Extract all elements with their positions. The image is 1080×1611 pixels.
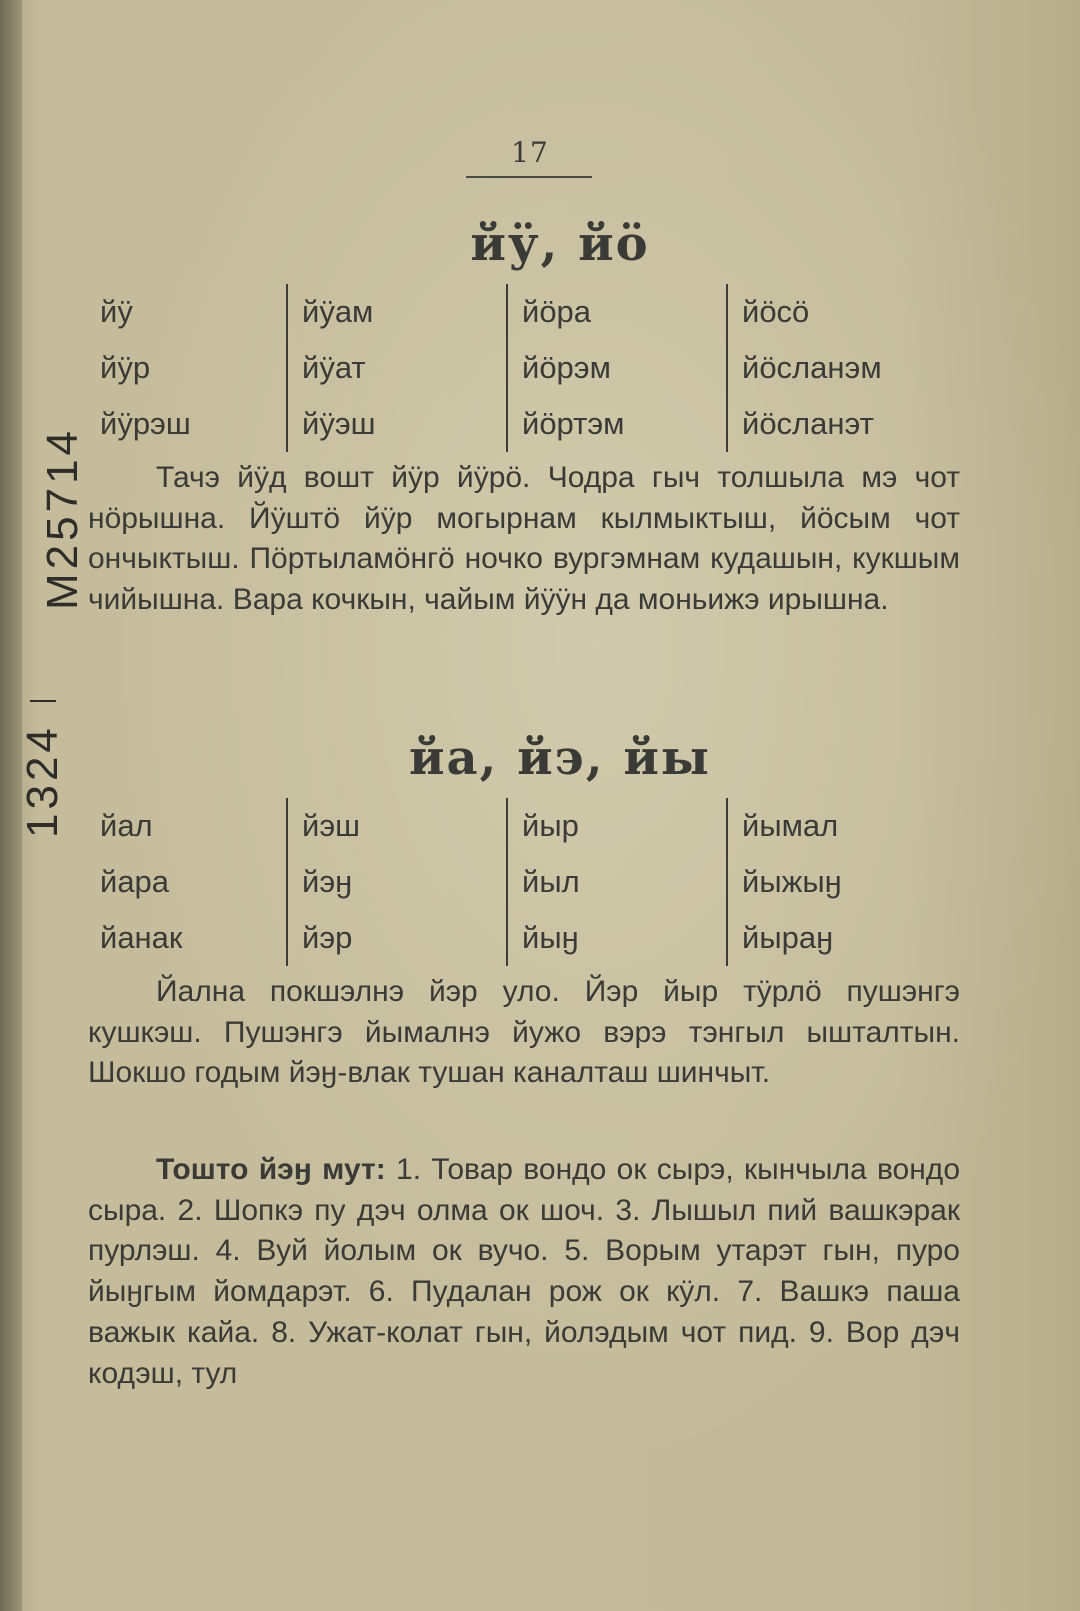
word-cell: йӱ (100, 294, 133, 329)
section-heading-yu-yo: йӱ, йӧ (470, 216, 650, 272)
word-cell: йэш (302, 808, 361, 843)
section-heading-ya-ye-yy: йа, йэ, йы (408, 730, 712, 786)
word-column (86, 284, 286, 452)
word-cell: йара (100, 864, 170, 899)
word-cell: йӱат (302, 350, 366, 385)
margin-inventory-code: M25714 (38, 426, 87, 610)
word-cell: йӧсланэм (742, 350, 882, 385)
word-cell: йымал (742, 808, 839, 843)
word-cell: йӧртэм (522, 406, 625, 441)
word-cell: йанак (100, 920, 183, 955)
page-number-rule (466, 176, 592, 178)
word-cell: йыӈ (522, 920, 579, 955)
word-cell: йэӈ (302, 864, 353, 899)
word-column (286, 798, 506, 966)
syllable-table-yu-yo (86, 284, 966, 452)
word-cell: йӧрэм (522, 350, 611, 385)
word-cell: йӱрэш (100, 406, 191, 441)
word-cell: йыжыӈ (742, 864, 842, 899)
word-cell: йыраӈ (742, 920, 834, 955)
reading-paragraph-2: Йална покшэлнэ йэр уло. Йэр йыр тӱрлӧ пушэнгэ кушкэш. Пушэнгэ йымалнэ йужо вэрэ тэнгыл ышталтын. Шокшо годым йэӈ-влак тушан каналташ шинчыт. (88, 975, 960, 1090)
word-cell: йэр (302, 920, 353, 955)
word-column (86, 798, 286, 966)
word-cell: йӧсланэт (742, 406, 874, 441)
word-cell: йӱр (100, 350, 151, 385)
page-number: 17 (511, 136, 549, 169)
margin-handwritten-number: 1324 (18, 724, 67, 838)
word-cell: йӱэш (302, 406, 376, 441)
word-column (506, 798, 726, 966)
proverbs-paragraph (88, 1150, 960, 1394)
word-cell: йӧра (522, 294, 592, 329)
proverbs-text: 1. Товар вондо ок сырэ, кынчыла вондо сыра. 2. Шопкэ пу дэч олма ок шоч. 3. Лышыл пий вашкэрак пурлэш. 4. Вуй йолым ок вучо. 5. Ворым утарэт гын, пуро йыӈгым йомдарэт. 6. Пудалан рож ок кӱл. 7. Вашкэ паша важык кайа. 8. Ужат-колат гын, йолэдым чот пид. 9. Вор дэч кодэш, тул (88, 1153, 960, 1390)
syllable-table-ya-ye-yy (86, 798, 966, 966)
proverbs-lead: Тошто йэӈ мут: (156, 1153, 386, 1186)
word-column (506, 284, 726, 452)
word-cell: йыр (522, 808, 579, 843)
word-column (726, 798, 946, 966)
word-cell: йал (100, 808, 153, 843)
reading-paragraph-1: Тачэ йӱд вошт йӱр йӱрӧ. Чодра гыч толшыла мэ чот нӧрышна. Йӱштӧ йӱр могырнам кылмыктыш, йӧсым чот ончыктыш. Пӧртыламӧнгӧ ночко вургэмнам кудашын, кукшым чийышна. Вара кочкын, чайым йӱӱн да моньижэ ирышна. (88, 461, 960, 617)
word-cell: йӱам (302, 294, 374, 329)
margin-strike-line (30, 700, 56, 702)
word-column (286, 284, 506, 452)
word-column (726, 284, 946, 452)
word-cell: йыл (522, 864, 580, 899)
word-cell: йӧсӧ (742, 294, 810, 329)
